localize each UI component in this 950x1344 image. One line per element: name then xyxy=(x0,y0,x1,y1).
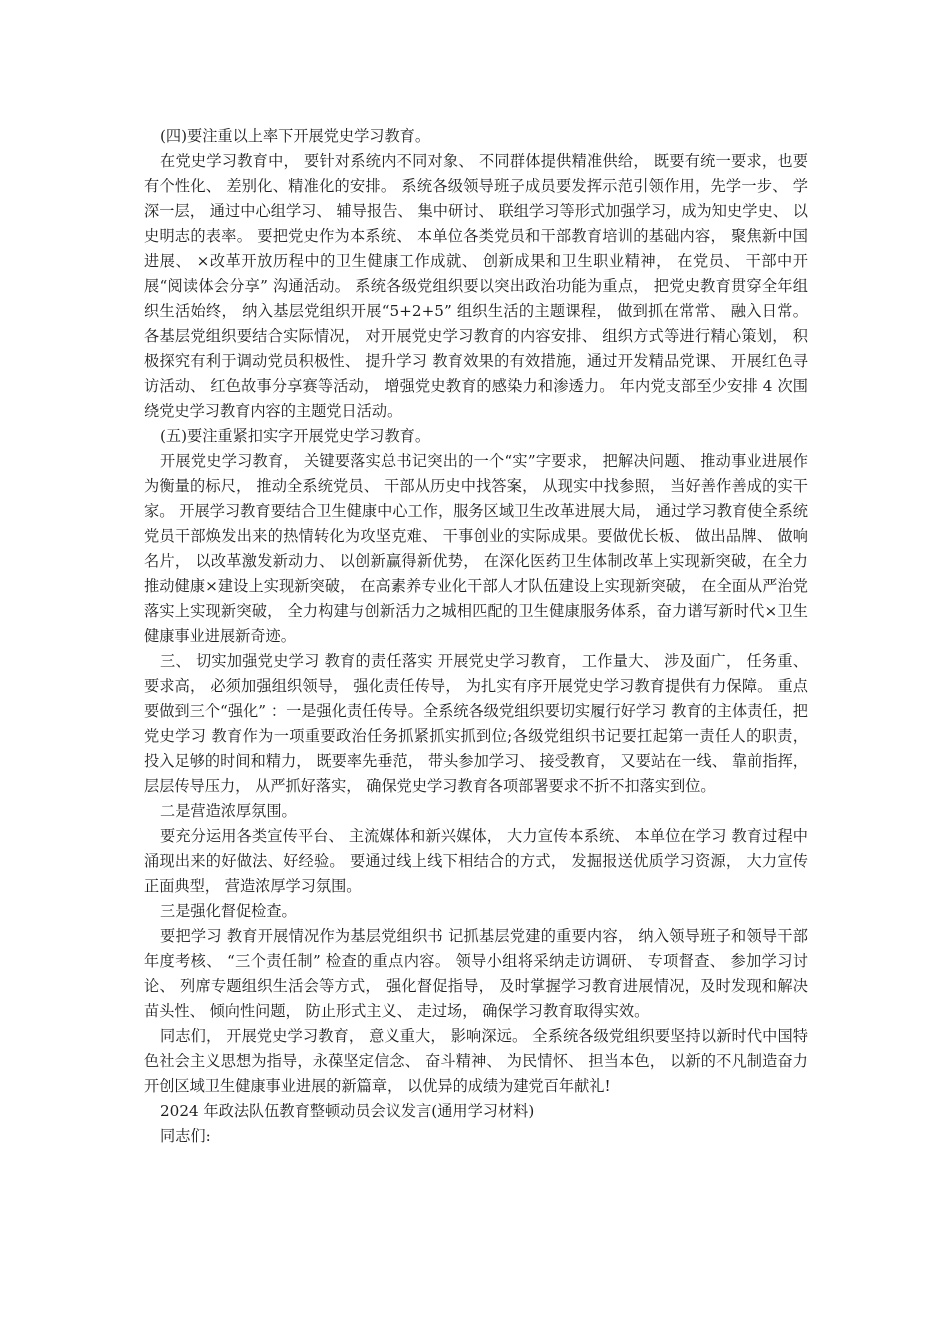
section-heading-5: (五)要注重紧扣实字开展党史学习教育。 xyxy=(160,427,431,445)
body-paragraph-4: 在党史学习教育中， 要针对系统内不同对象、 不同群体提供精准供给， 既要有统一要求，也要有个性化、 差别化、精准化的安排。 系统各级领导班子成员要发挥示范引领作用，先学一步、 学深一层， 通过中心组学习、 辅导报告、 集中研讨、 联组学习等形式加强学习，成为知史学史、 以史明志的表率。 要把党史作为本系统、 本单位各类党员和干部教育培训的基础内容， 聚焦新中国进展、 ×改革开放历程中的卫生健康工作成就、 创新成果和卫生职业精神， 在党员、 干部中开展“阅读体会分享” 沟通活动。 系统各级党组织要以突出政治功能为重点， 把党史教育贯穿全年组织生活始终， 纳入基层党组织开展“5+2+5” 组织生活的主题课程， 做到抓在常常、 融入日常。 各基层党组织要结合实际情况， 对开展党史学习教育的内容安排、 组织方式等进行精心策划， 积极探究有利于调动党员积极性、 提升学习 教育效果的有效措施，通过开发精品党课、 开展红色寻访活动、 红色故事分享赛等活动， 增强党史教育的感染力和渗透力。 年内党支部至少安排 4 次围绕党史学习教育内容的主题党日活动。 xyxy=(144,152,808,420)
salutation: 同志们: xyxy=(160,1127,211,1145)
document-page xyxy=(144,124,808,1149)
body-paragraph-5: 开展党史学习教育， 关键要落实总书记突出的一个“实”字要求， 把解决问题、 推动事业进展作为衡量的标尺， 推动全系统党员、 干部从历史中找答案， 从现实中找参照， 当好善作善成的实干家。 开展学习教育要结合卫生健康中心工作，服务区域卫生改革进展大局， 通过学习教育使全系统党员干部焕发出来的热情转化为攻坚克难、 干事创业的实际成果。要做优长板、 做出品牌、 做响名片， 以改革激发新动力、 以创新赢得新优势， 在深化医药卫生体制改革上实现新突破，在全力推动健康×建设上实现新突破， 在高素养专业化干部人才队伍建设上实现新突破， 在全面从严治党落实上实现新突破， 全力构建与创新活力之城相匹配的卫生健康服务体系，奋力谱写新时代×卫生健康事业进展新奇迹。 xyxy=(144,452,808,645)
section-heading-4: (四)要注重以上率下开展党史学习教育。 xyxy=(160,127,431,145)
body-paragraph-supervision: 要把学习 教育开展情况作为基层党组织书 记抓基层党建的重要内容， 纳入领导班子和领导干部年度考核、 “三个责任制” 检查的重点内容。 领导小组将采纳走访调研、 专项督查、 参加学习讨论、 列席专题组织生活会等方式， 强化督促指导， 及时掌握学习教育进展情况，及时发现和解决苗头性、 倾向性问题， 防止形式主义、 走过场， 确保学习教育取得实效。 xyxy=(144,927,808,1020)
body-paragraph-responsibility: 三、 切实加强党史学习 教育的责任落实 开展党史学习教育， 工作量大、 涉及面广， 任务重、 要求高， 必须加强组织领导， 强化责任传导， 为扎实有序开展党史学习教育提供有力保障。 重点要做到三个“强化” ：一是强化责任传导。全系统各级党组织要切实履行好学习 教育的主体责任，把党史学习 教育作为一项重要政治任务抓紧抓实抓到位;各级党组织书记要扛起第一责任人的职责， 投入足够的时间和精力， 既要率先垂范， 带头参加学习、 接受教育， 又要站在一线、 靠前指挥， 层层传导压力， 从严抓好落实， 确保党史学习教育各项部署要求不折不扣落实到位。 xyxy=(144,652,808,795)
body-paragraph-atmosphere: 要充分运用各类宣传平台、 主流媒体和新兴媒体， 大力宣传本系统、 本单位在学习 教育过程中涌现出来的好做法、好经验。 要通过线上线下相结合的方式， 发掘报送优质学习资源， 大力宣传正面典型， 营造浓厚学习氛围。 xyxy=(144,827,808,895)
next-document-title: 2024 年政法队伍教育整顿动员会议发言(通用学习材料) xyxy=(160,1102,535,1120)
sub-heading-supervision: 三是强化督促检查。 xyxy=(160,902,297,920)
body-paragraph-closing: 同志们， 开展党史学习教育， 意义重大， 影响深远。 全系统各级党组织要坚持以新时代中国特色社会主义思想为指导，永葆坚定信念、 奋斗精神、 为民情怀、 担当本色， 以新的不凡制造奋力开创区域卫生健康事业进展的新篇章， 以优异的成绩为建党百年献礼! xyxy=(144,1027,808,1095)
sub-heading-atmosphere: 二是营造浓厚氛围。 xyxy=(160,802,297,820)
